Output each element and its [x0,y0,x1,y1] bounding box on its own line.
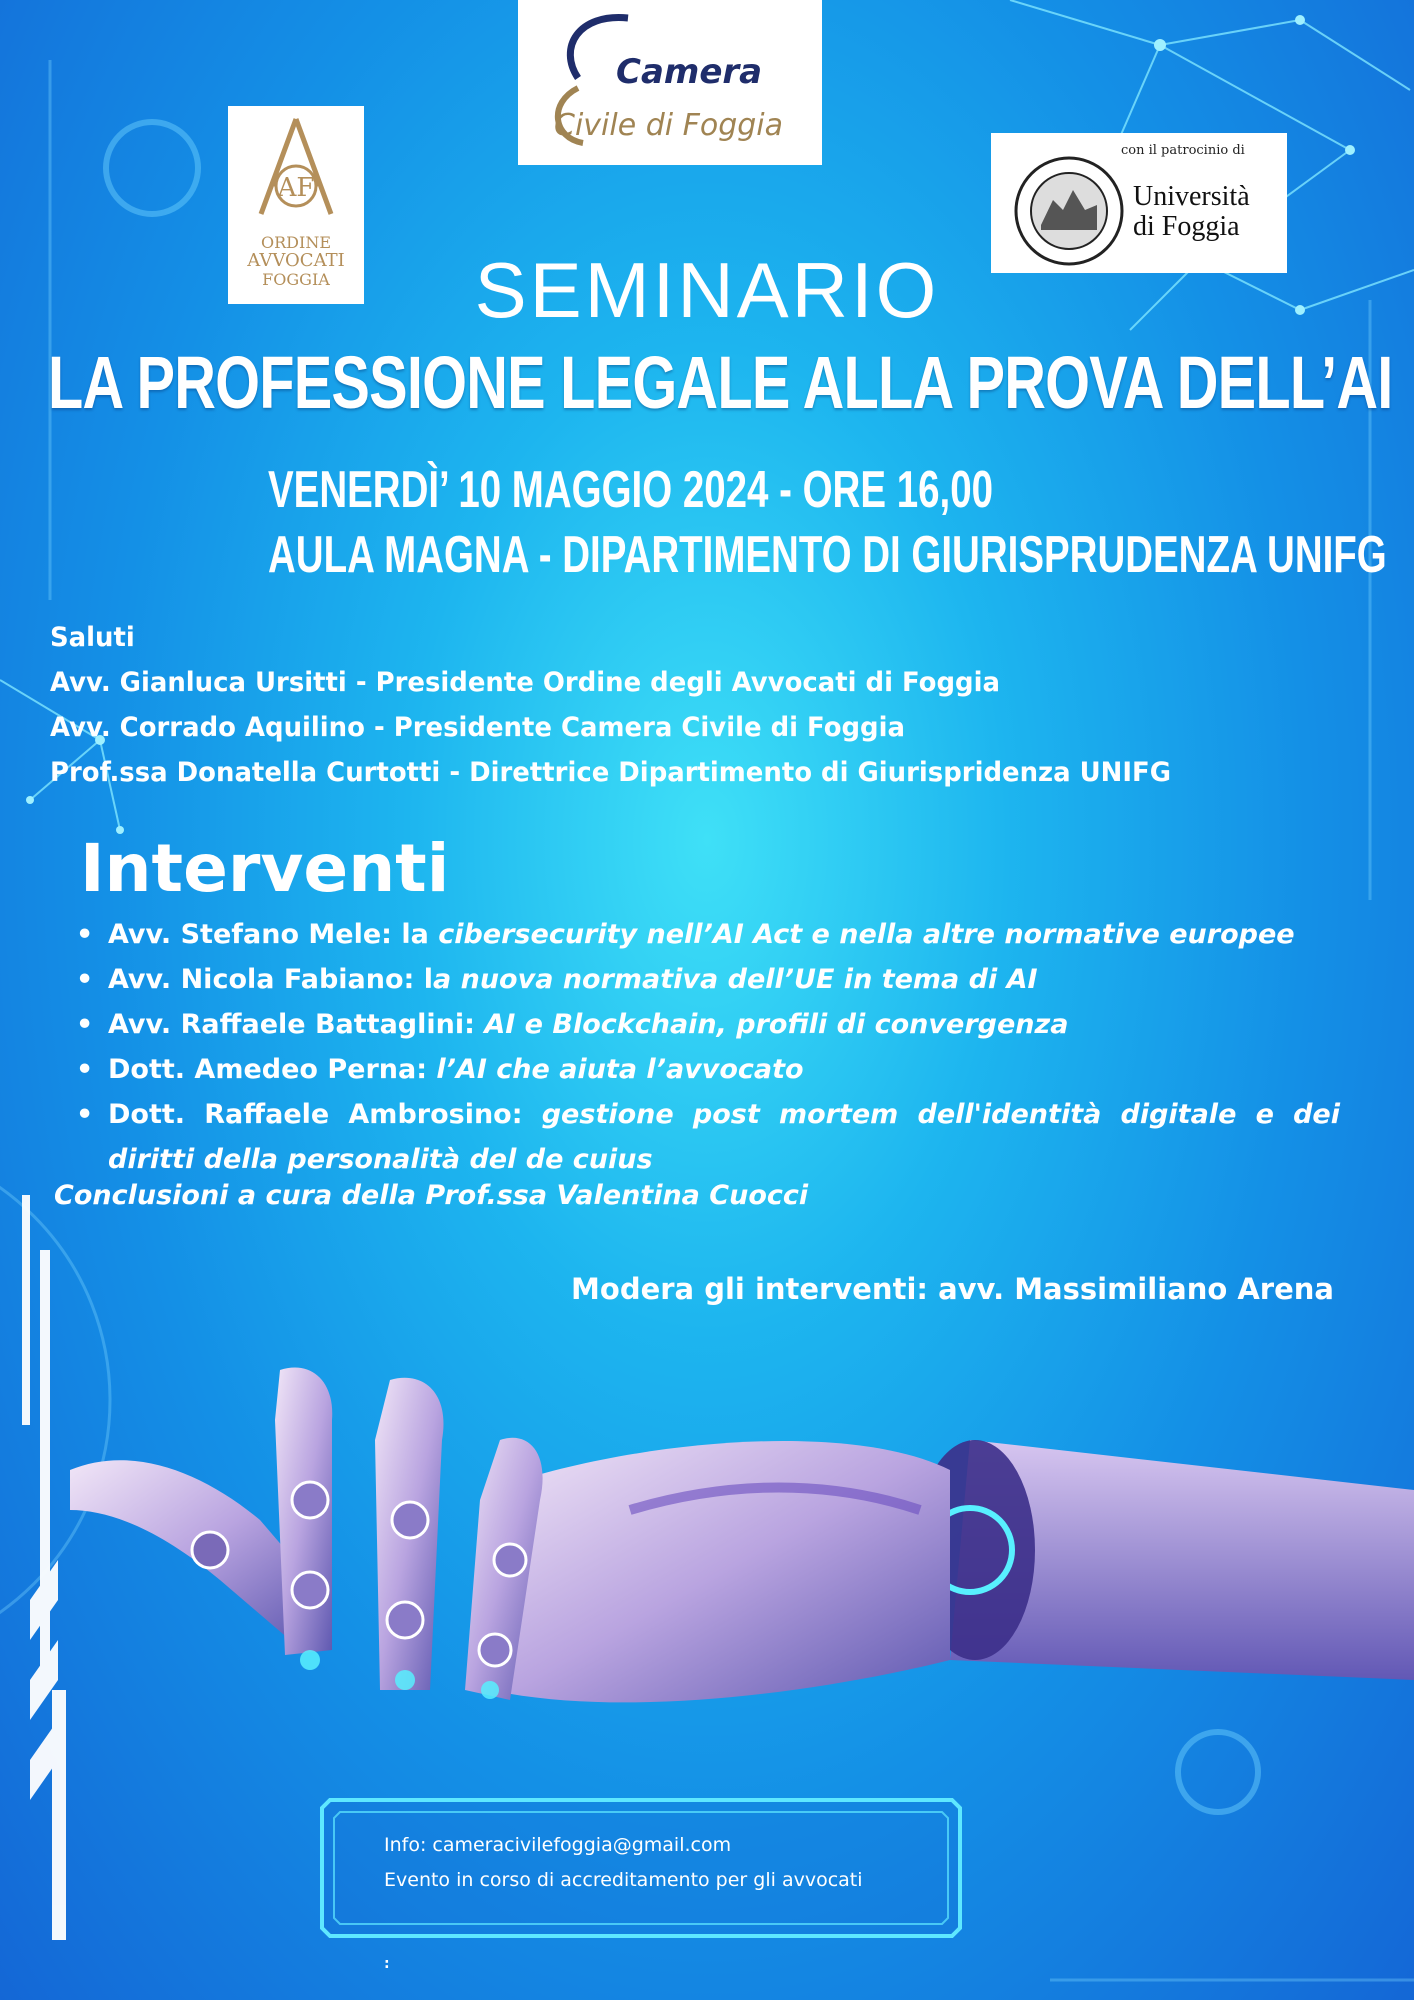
ordine-line3: FOGGIA [262,270,330,289]
intervento-item [70,957,1340,1002]
info-email[interactable]: Info: cameracivilefoggia@gmail.com [384,1834,732,1856]
intervento-item [70,1002,1340,1047]
intervento-topic: cibersecurity nell’AI Act e nella altre normative europee [438,919,1295,950]
intervento-speaker: Dott. Amedeo Perna: [108,1054,437,1085]
patronage-label: con il patrocinio di [1121,143,1245,158]
saluti-item: Avv. Gianluca Ursitti - Presidente Ordine degli Avvocati di Foggia [50,667,1000,698]
intervento-item [70,1047,1340,1092]
event-date-time: VENERDÌ’ 10 MAGGIO 2024 - ORE 16,00 [268,461,994,519]
info-accreditamento: Evento in corso di accreditamento per gli avvocati [384,1869,863,1891]
saluti-heading: Saluti [50,622,135,653]
ordine-line2: AVVOCATI [247,250,345,271]
af-monogram-icon [246,114,346,224]
intervento-speaker: Avv. Stefano Mele: la [108,919,439,950]
ordine-line1: ORDINE [261,233,331,252]
ordine-monogram: AF [277,173,315,203]
saluti-item: Prof.ssa Donatella Curtotti - Direttrice Dipartimento di Giurispridenza UNIFG [50,757,1172,788]
interventi-list [70,912,1340,1182]
intervento-topic: l’AI che aiuta l’avvocato [436,1054,804,1085]
saluti-item: Avv. Corrado Aquilino - Presidente Camera Civile di Foggia [50,712,905,743]
moderatore-text: Modera gli interventi: avv. Massimiliano Arena [571,1272,1334,1306]
camera-civile-logo [518,0,822,165]
intervento-item [70,1092,1340,1182]
event-venue: AULA MAGNA - DIPARTIMENTO DI GIURISPRUDENZA UNIFG [268,526,1387,584]
camera-logo-line2: Civile di Foggia [554,108,784,143]
camera-logo-line1: Camera [616,52,763,92]
university-name-line1: Università [1133,181,1250,212]
saluti-section [50,615,1171,795]
trailing-colon: : [384,1956,390,1972]
intervento-topic: AI e Blockchain, profili di convergenza [484,1009,1069,1040]
intervento-speaker: Dott. Raffaele Ambrosino: [108,1099,542,1130]
conclusioni-text: Conclusioni a cura della Prof.ssa Valentina Cuocci [54,1180,809,1211]
university-name-line2: di Foggia [1133,211,1240,242]
intervento-topic: a nuova normativa dell’UE in tema di AI [432,964,1038,995]
intervento-speaker: Avv. Nicola Fabiano: l [108,964,433,995]
intervento-speaker: Avv. Raffaele Battaglini: [108,1009,485,1040]
intervento-item [70,912,1340,957]
info-box-frame [318,1796,964,1940]
intervento-topic: gestione post mortem dell'identità digitale e dei diritti della personalità del de cuius [108,1099,1340,1175]
event-title: LA PROFESSIONE LEGALE ALLA PROVA DELL’AI [48,341,1393,424]
interventi-heading: Interventi [80,830,450,907]
robotic-hand-illustration [70,1360,1414,1780]
seminario-heading: SEMINARIO [474,246,940,334]
